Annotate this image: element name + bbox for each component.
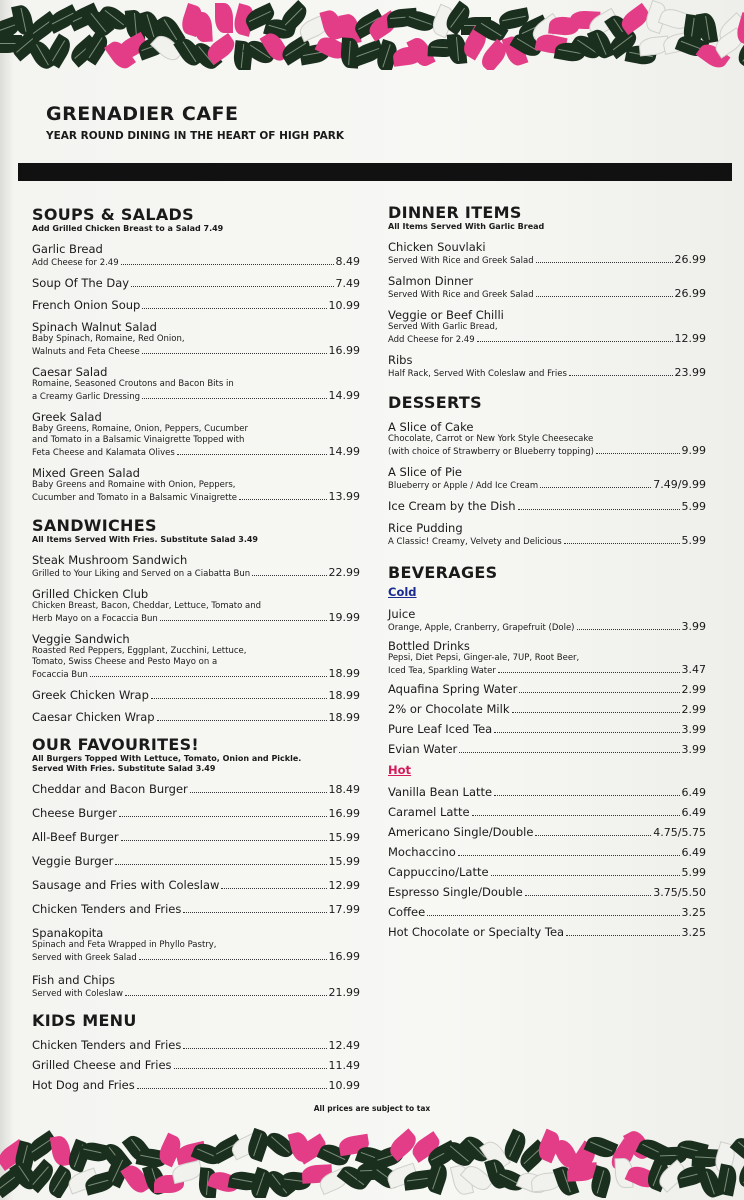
item-name: Chicken Souvlaki: [388, 240, 486, 254]
item-name: Grilled Cheese and Fries: [32, 1058, 172, 1072]
leader-dots: [596, 453, 680, 454]
item-price: 3.99: [681, 743, 706, 756]
leader-dots: [519, 692, 679, 693]
item-price: 5.99: [681, 500, 706, 513]
item-price: 26.99: [674, 287, 706, 300]
leaf-icon: [424, 1161, 451, 1195]
section-kids-menu: [32, 1012, 360, 1093]
item-name: Caesar Salad: [32, 365, 108, 379]
section-title: BEVERAGES: [388, 563, 498, 582]
item-name: Chicken Tenders and Fries: [32, 902, 182, 916]
menu-item: [388, 465, 706, 492]
item-description: Feta Cheese and Kalamata Olives: [32, 448, 175, 458]
item-name: Grilled Chicken Club: [32, 587, 149, 601]
menu-item: [32, 1038, 360, 1053]
menu-item: [32, 410, 360, 459]
section-title: DINNER ITEMS: [388, 203, 522, 222]
item-price: 3.99: [681, 723, 706, 736]
menu-item: [388, 274, 706, 301]
leader-dots: [177, 454, 327, 455]
leader-dots: [536, 296, 673, 297]
item-name: Coffee: [388, 905, 426, 919]
item-name: Aquafina Spring Water: [388, 682, 518, 696]
item-price: 3.75/5.50: [653, 886, 706, 899]
leader-dots: [494, 732, 679, 733]
item-price: 6.49: [681, 846, 706, 859]
menu-item: [388, 845, 706, 860]
menu-item: [32, 466, 360, 504]
section-dinner-items: [388, 204, 706, 380]
item-description: Chocolate, Carrot or New York Style Cheesecake: [388, 434, 594, 444]
item-price: 6.49: [681, 806, 706, 819]
section-sandwiches: [32, 517, 360, 725]
leader-dots: [142, 398, 326, 399]
item-name: Rice Pudding: [388, 521, 463, 535]
item-description: Chicken Breast, Bacon, Cheddar, Lettuce, Tomato and: [32, 601, 262, 611]
leader-dots: [566, 935, 679, 936]
item-description: Blueberry or Apple / Add Ice Cream: [388, 481, 539, 491]
cafe-subtitle: YEAR ROUND DINING IN THE HEART OF HIGH PARK: [46, 130, 344, 142]
leader-dots: [252, 575, 326, 576]
item-price: 12.49: [328, 1039, 360, 1052]
item-name: Caramel Latte: [388, 805, 470, 819]
menu-item: [32, 587, 360, 625]
cafe-title: GRENADIER CAFE: [46, 103, 239, 125]
item-price: 14.99: [328, 389, 360, 402]
item-price: 22.99: [328, 566, 360, 579]
item-description: Add Cheese for 2.49: [32, 258, 119, 268]
leader-dots: [569, 375, 673, 376]
item-price: 7.49: [335, 277, 360, 290]
leader-dots: [174, 1068, 327, 1069]
menu-item: [32, 1078, 360, 1093]
menu-item: [388, 825, 706, 840]
menu-item: [32, 1058, 360, 1073]
item-name: Espresso Single/Double: [388, 885, 523, 899]
section-note: All Items Served With Fries. Substitute Salad 3.49: [32, 535, 258, 544]
menu-item: [388, 722, 706, 737]
top-vine-border: [0, 0, 744, 70]
item-name: Caesar Chicken Wrap: [32, 710, 155, 724]
item-name: Hot Chocolate or Specialty Tea: [388, 925, 565, 939]
item-price: 12.99: [328, 879, 360, 892]
item-name: A Slice of Pie: [388, 465, 462, 479]
item-price: 3.25: [681, 906, 706, 919]
menu-item: [32, 878, 360, 893]
leader-dots: [183, 1048, 326, 1049]
item-name: Mixed Green Salad: [32, 466, 140, 480]
leader-dots: [139, 959, 327, 960]
item-name: All-Beef Burger: [32, 830, 119, 844]
leader-dots: [239, 499, 326, 500]
item-price: 2.99: [681, 703, 706, 716]
item-description: Iced Tea, Sparkling Water: [388, 666, 496, 676]
item-price: 5.99: [681, 866, 706, 879]
item-name: Veggie or Beef Chilli: [388, 308, 504, 322]
item-name: Ribs: [388, 353, 413, 367]
leader-dots: [90, 676, 327, 677]
menu-item: [388, 308, 706, 346]
item-description: Grilled to Your Liking and Served on a Ciabatta Bun: [32, 569, 251, 579]
leader-dots: [151, 698, 327, 699]
item-description: Tomato, Swiss Cheese and Pesto Mayo on a: [32, 657, 218, 667]
menu-item: [32, 365, 360, 403]
item-price: 7.49/9.99: [653, 478, 706, 491]
item-name: Cheese Burger: [32, 806, 117, 820]
leader-dots: [577, 629, 680, 630]
menu-item: [32, 902, 360, 917]
cold-label: Cold: [388, 585, 417, 599]
leader-dots: [427, 915, 679, 916]
item-price: 26.99: [674, 253, 706, 266]
item-price: 12.99: [674, 332, 706, 345]
leader-dots: [115, 864, 326, 865]
item-price: 15.99: [328, 855, 360, 868]
menu-item: [388, 885, 706, 900]
item-name: Greek Chicken Wrap: [32, 688, 149, 702]
item-name: Bottled Drinks: [388, 639, 470, 653]
item-description: Baby Greens, Romaine, Onion, Peppers, Cucumber: [32, 424, 248, 434]
leader-dots: [494, 795, 679, 796]
leader-dots: [125, 995, 327, 996]
menu-item: [388, 905, 706, 920]
menu-item: [32, 973, 360, 1000]
menu-item: [388, 805, 706, 820]
item-name: French Onion Soup: [32, 298, 141, 312]
item-description: Add Cheese for 2.49: [388, 335, 475, 345]
section-favourites: [32, 736, 360, 1000]
leader-dots: [525, 895, 652, 896]
section-soups-salads: [32, 206, 360, 504]
menu-item: [388, 682, 706, 697]
menu-item: [388, 865, 706, 880]
leader-dots: [518, 509, 680, 510]
menu-item: [32, 320, 360, 358]
leader-dots: [564, 543, 680, 544]
leader-dots: [131, 286, 333, 287]
item-description: Cucumber and Tomato in a Balsamic Vinaigrette: [32, 493, 238, 503]
item-name: Fish and Chips: [32, 973, 116, 987]
item-name: Cappuccino/Latte: [388, 865, 489, 879]
section-beverages: [388, 564, 706, 940]
menu-item: [32, 806, 360, 821]
leader-dots: [472, 815, 680, 816]
section-title: DESSERTS: [388, 393, 482, 412]
leader-dots: [221, 888, 326, 889]
menu-item: [32, 242, 360, 269]
item-price: 5.99: [681, 534, 706, 547]
item-description: Walnuts and Feta Cheese: [32, 347, 140, 357]
item-description: Focaccia Bun: [32, 670, 88, 680]
item-price: 18.49: [328, 783, 360, 796]
item-price: 3.47: [681, 663, 706, 676]
leader-dots: [183, 912, 326, 913]
leader-dots: [142, 353, 327, 354]
item-price: 6.49: [681, 786, 706, 799]
item-name: Americano Single/Double: [388, 825, 534, 839]
item-description: Pepsi, Diet Pepsi, Ginger-ale, 7UP, Root Beer,: [388, 653, 580, 663]
section-note: All Items Served With Garlic Bread: [388, 222, 545, 231]
leaf-icon: [403, 8, 437, 35]
section-title: SOUPS & SALADS: [32, 205, 194, 224]
item-name: Sausage and Fries with Coleslaw: [32, 878, 220, 892]
item-description: Romaine, Seasoned Croutons and Bacon Bits in: [32, 379, 234, 389]
item-price: 4.75/5.75: [653, 826, 706, 839]
item-name: A Slice of Cake: [388, 420, 474, 434]
leaf-icon: [193, 12, 213, 43]
item-price: 3.25: [681, 926, 706, 939]
item-name: Vanilla Bean Latte: [388, 785, 493, 799]
menu-item: [32, 830, 360, 845]
item-name: Ice Cream by the Dish: [388, 499, 516, 513]
item-description: Orange, Apple, Cranberry, Grapefruit (Dole): [388, 623, 575, 633]
item-description: Served With Rice and Greek Salad: [388, 256, 534, 266]
menu-item: [388, 742, 706, 757]
item-description: Half Rack, Served With Coleslaw and Fries: [388, 369, 567, 379]
hot-label: Hot: [388, 763, 412, 777]
item-description: Spinach and Feta Wrapped in Phyllo Pastry,: [32, 940, 217, 950]
item-name: 2% or Chocolate Milk: [388, 702, 510, 716]
item-price: 14.99: [328, 445, 360, 458]
menu-item: [32, 553, 360, 580]
item-name: Salmon Dinner: [388, 274, 474, 288]
leader-dots: [121, 264, 334, 265]
left-column: [32, 206, 360, 1093]
leader-dots: [512, 712, 680, 713]
item-description: Roasted Red Peppers, Eggplant, Zucchini, Lettuce,: [32, 646, 247, 656]
leader-dots: [157, 720, 327, 721]
item-description: A Classic! Creamy, Velvety and Delicious: [388, 537, 562, 547]
tax-note: All prices are subject to tax: [313, 1104, 431, 1113]
menu-item: [32, 298, 360, 313]
item-description: Served with Greek Salad: [32, 953, 137, 963]
leader-dots: [459, 752, 679, 753]
item-description: Baby Greens and Romaine with Onion, Peppers,: [32, 480, 236, 490]
item-price: 9.99: [681, 444, 706, 457]
section-note: All Burgers Topped With Lettuce, Tomato, Onion and Pickle. Served With Fries. Substitute Salad 3.49: [32, 754, 302, 773]
leader-dots: [119, 816, 327, 817]
menu-item: [388, 785, 706, 800]
item-name: Hot Dog and Fries: [32, 1078, 135, 1092]
item-price: 19.99: [328, 611, 360, 624]
leader-dots: [477, 341, 673, 342]
item-price: 10.99: [328, 1079, 360, 1092]
menu-item: [32, 926, 360, 964]
section-title: KIDS MENU: [32, 1011, 137, 1030]
leader-dots: [498, 672, 680, 673]
item-name: Veggie Sandwich: [32, 632, 130, 646]
item-name: Evian Water: [388, 742, 458, 756]
item-description: and Tomato in a Balsamic Vinaigrette Topped with: [32, 435, 245, 445]
menu-item: [32, 854, 360, 869]
menu-item: [32, 782, 360, 797]
item-name: Greek Salad: [32, 410, 102, 424]
menu-item: [32, 710, 360, 725]
item-price: 13.99: [328, 490, 360, 503]
item-price: 18.99: [328, 689, 360, 702]
section-title: SANDWICHES: [32, 516, 157, 535]
item-description: a Creamy Garlic Dressing: [32, 392, 141, 402]
leader-dots: [540, 487, 651, 488]
item-name: Juice: [388, 607, 416, 621]
item-price: 2.99: [681, 683, 706, 696]
leader-dots: [137, 1088, 327, 1089]
leader-dots: [536, 262, 673, 263]
right-column: [388, 204, 706, 940]
menu-item: [388, 240, 706, 267]
item-name: Spinach Walnut Salad: [32, 320, 157, 334]
menu-item: [388, 353, 706, 380]
leader-dots: [190, 792, 327, 793]
item-description: Baby Spinach, Romaine, Red Onion,: [32, 334, 185, 344]
item-price: 21.99: [328, 986, 360, 999]
item-name: Cheddar and Bacon Burger: [32, 782, 188, 796]
menu-item: [388, 499, 706, 514]
item-price: 23.99: [674, 366, 706, 379]
menu-item: [388, 702, 706, 717]
menu-item: [388, 420, 706, 458]
item-name: Veggie Burger: [32, 854, 114, 868]
section-title: OUR FAVOURITES!: [32, 735, 200, 754]
item-description: (with choice of Strawberry or Blueberry topping): [388, 447, 594, 457]
item-price: 18.99: [328, 711, 360, 724]
menu-item: [32, 688, 360, 703]
menu-item: [388, 521, 706, 548]
item-price: 18.99: [328, 667, 360, 680]
section-note: Add Grilled Chicken Breast to a Salad 7.49: [32, 224, 224, 233]
leader-dots: [142, 308, 326, 309]
leader-dots: [458, 855, 680, 856]
item-price: 16.99: [328, 807, 360, 820]
item-name: Chicken Tenders and Fries: [32, 1038, 182, 1052]
item-description: Served With Rice and Greek Salad: [388, 290, 534, 300]
item-price: 15.99: [328, 831, 360, 844]
item-name: Garlic Bread: [32, 242, 103, 256]
leader-dots: [121, 840, 327, 841]
item-price: 8.49: [335, 255, 360, 268]
item-price: 3.99: [681, 620, 706, 633]
leaf-icon: [215, 3, 233, 33]
item-price: 10.99: [328, 299, 360, 312]
item-price: 17.99: [328, 903, 360, 916]
menu-item: [32, 276, 360, 291]
item-name: Spanakopita: [32, 926, 104, 940]
section-desserts: [388, 394, 706, 548]
item-name: Pure Leaf Iced Tea: [388, 722, 493, 736]
item-name: Mochaccino: [388, 845, 456, 859]
leader-dots: [491, 875, 680, 876]
bottom-vine-border: [0, 1128, 744, 1198]
item-description: Served With Garlic Bread,: [388, 322, 498, 332]
item-name: Soup Of The Day: [32, 276, 130, 290]
item-price: 16.99: [328, 950, 360, 963]
item-description: Served with Coleslaw: [32, 989, 123, 999]
menu-item: [388, 639, 706, 677]
item-name: Steak Mushroom Sandwich: [32, 553, 188, 567]
leader-dots: [535, 835, 651, 836]
item-description: Herb Mayo on a Focaccia Bun: [32, 614, 158, 624]
menu-item: [388, 925, 706, 940]
item-price: 11.49: [328, 1059, 360, 1072]
menu-item: [32, 632, 360, 681]
menu-item: [388, 607, 706, 634]
item-price: 16.99: [328, 344, 360, 357]
leader-dots: [160, 620, 327, 621]
header-rule: [18, 163, 732, 181]
